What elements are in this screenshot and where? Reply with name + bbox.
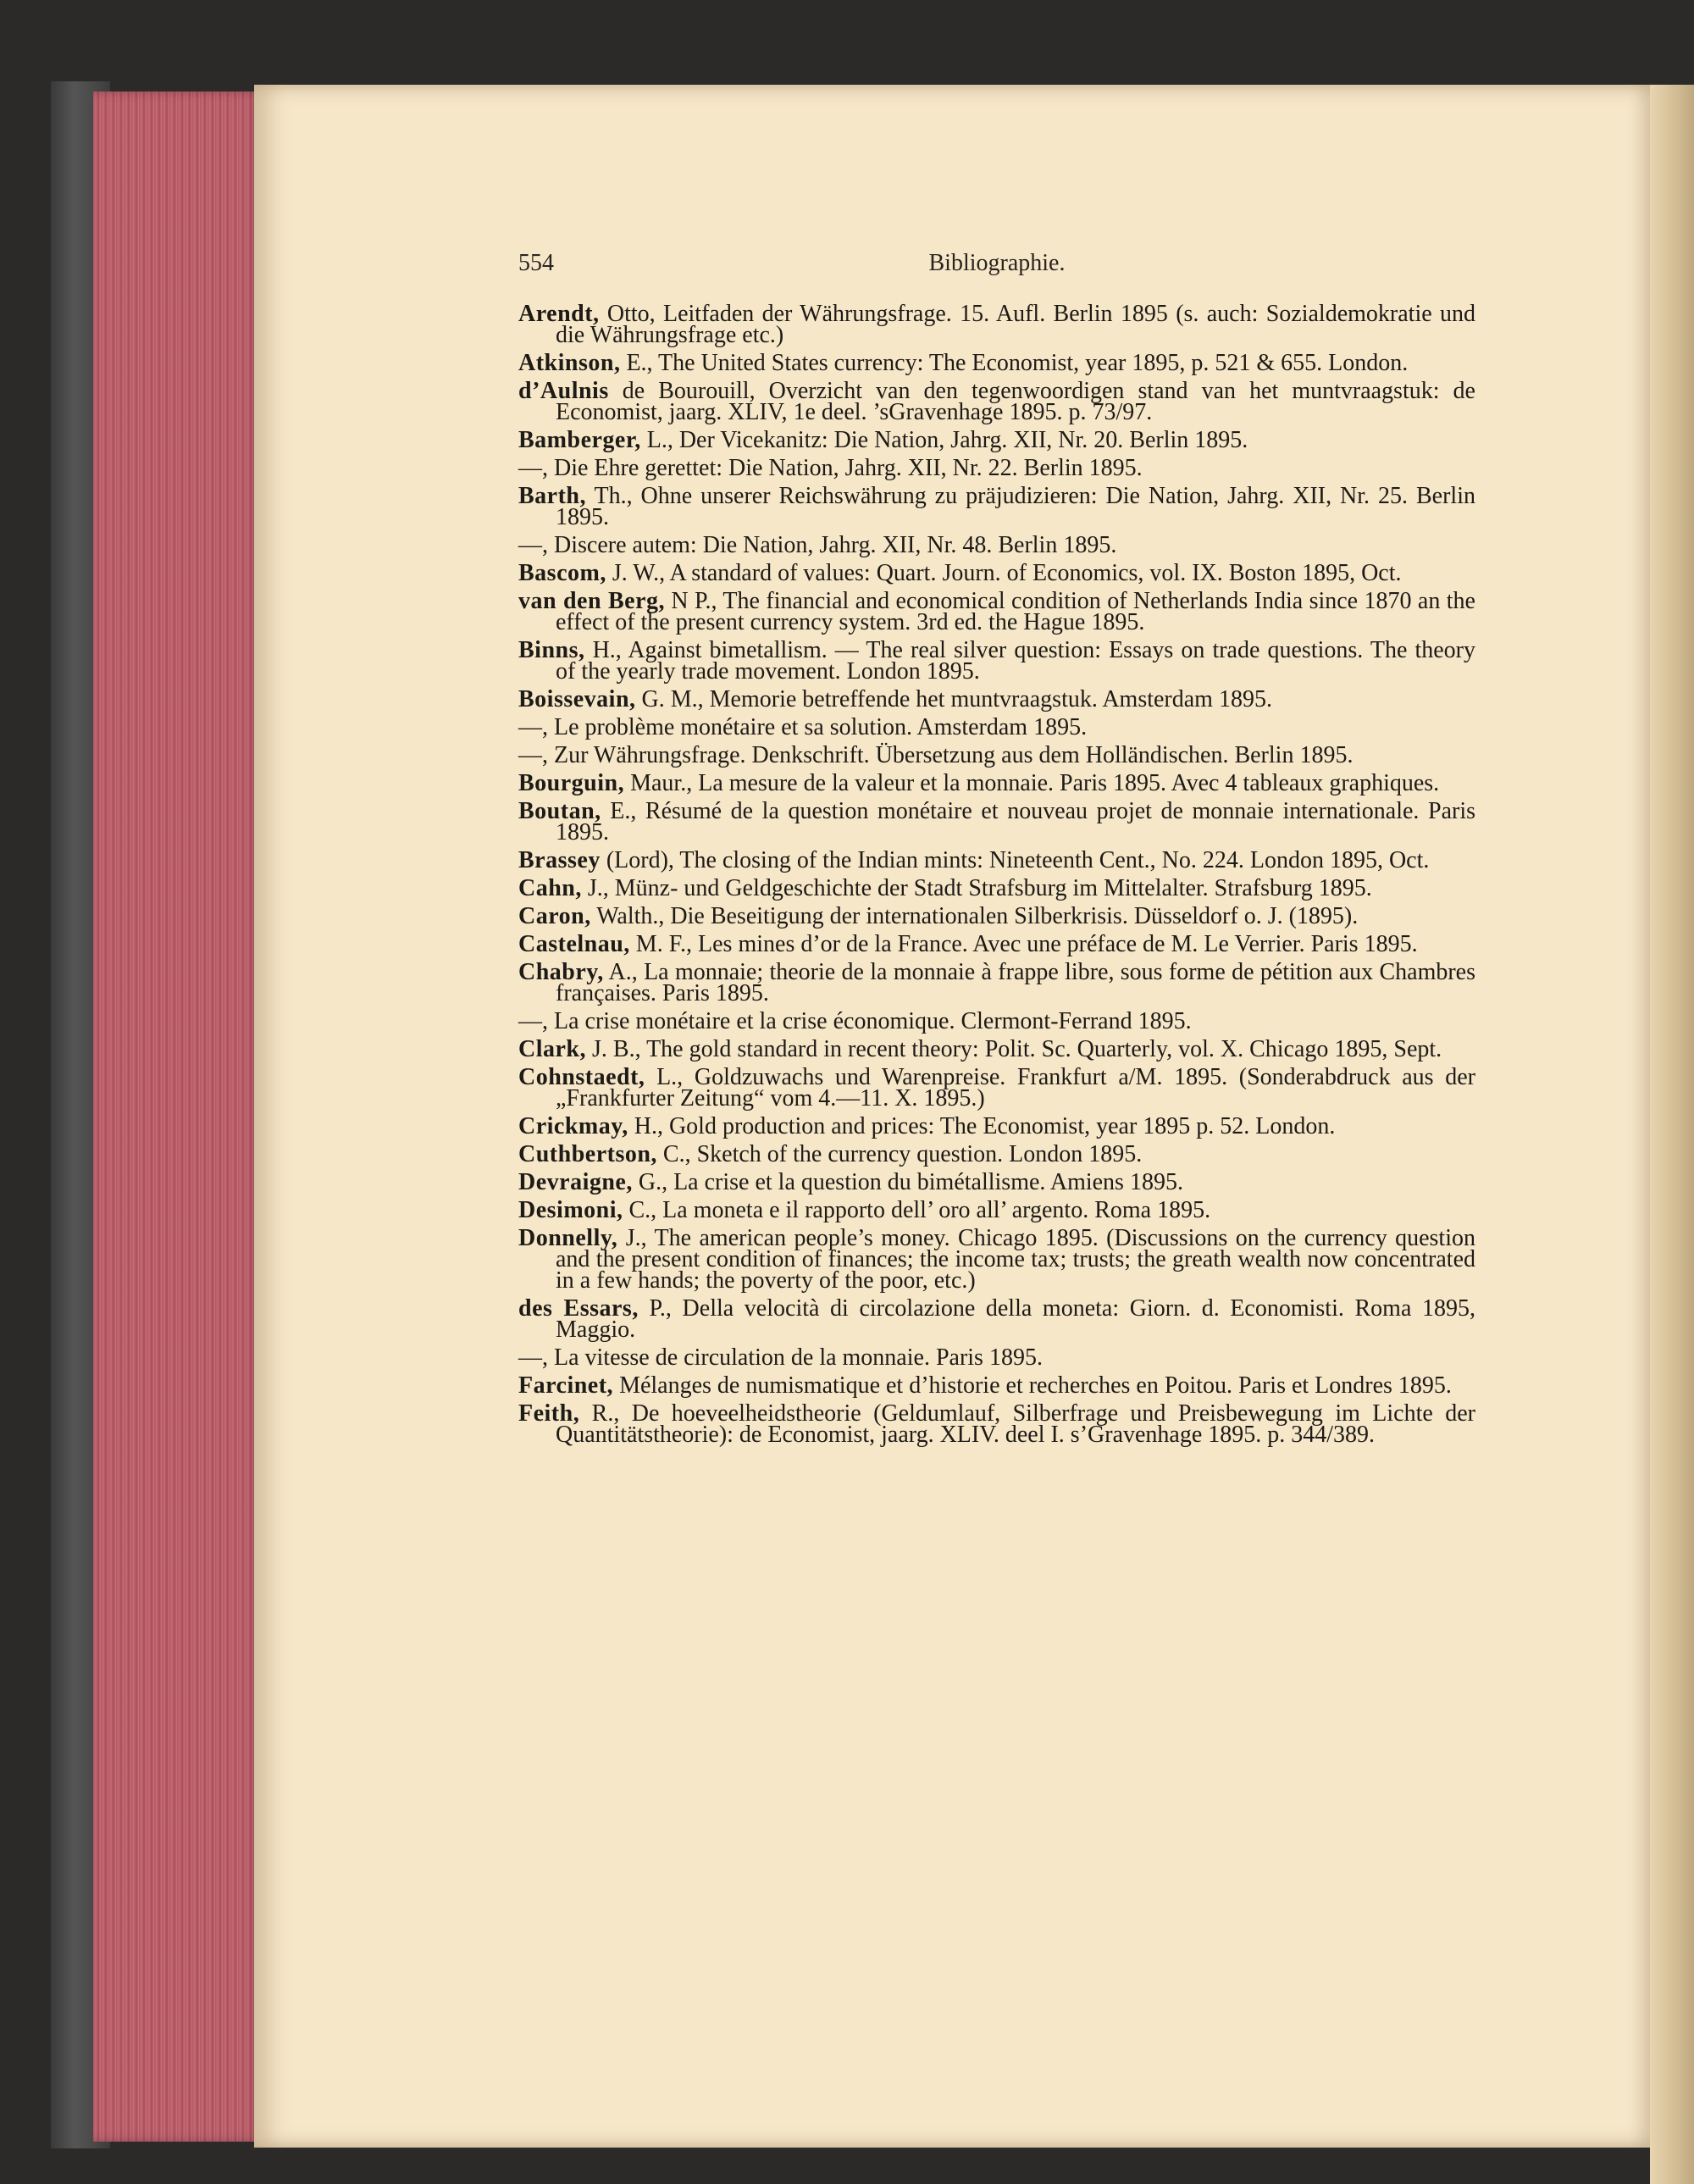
bibliography-entry [518,1372,1475,1399]
entry-author: Cuthbertson, [518,1141,657,1167]
entry-author: Farcinet, [518,1372,614,1399]
bibliography-entry [518,1141,1475,1167]
entry-text: Mélanges de numismatique et d’historie et recherches en Poitou. Paris et Londres 1895. [613,1372,1452,1399]
bibliography-entry [518,875,1475,901]
bibliography-entry [518,1400,1475,1448]
entry-author: Chabry, [518,959,604,985]
entry-text: —, Die Ehre gerettet: Die Nation, Jahrg. XII, Nr. 22. Berlin 1895. [518,455,1143,481]
bibliography-entry [518,1225,1475,1294]
entry-text: A., La monnaie; theorie de la monnaie à frappe libre, sous forme de pétition aux Chambres françaises. Paris 1895. [556,959,1475,1006]
entry-author: Caron, [518,903,591,929]
bibliography-list [518,303,1475,1452]
entry-text: M. F., Les mines d’or de la France. Avec une préface de M. Le Verrier. Paris 1895. [629,931,1418,957]
entry-author: Boutan, [518,798,601,824]
entry-text: E., The United States currency: The Economist, year 1895, p. 521 & 655. London. [620,350,1409,376]
entry-author: Arendt, [518,301,600,327]
entry-text: G. M., Memorie betreffende het muntvraagstuk. Amsterdam 1895. [635,686,1272,712]
entry-text: G., La crise et la question du bimétallisme. Amiens 1895. [632,1169,1183,1195]
entry-text: J., The american people’s money. Chicago 1895. (Discussions on the currency question and the present condition of finances; the income tax; trusts; the greath wealth now concentrated in a few hands; the poverty of the poor, etc.) [556,1225,1475,1294]
bibliography-entry [518,1295,1475,1343]
entry-text: Maur., La mesure de la valeur et la monnaie. Paris 1895. Avec 4 tableaux graphiques. [624,770,1440,796]
running-head: Bibliographie. [928,250,1066,276]
entry-text: N P., The financial and economical condition of Netherlands India since 1870 an the effect of the present currency system. 3rd ed. the Hague 1895. [556,588,1475,635]
bibliography-entry [518,590,1475,633]
entry-author: Atkinson, [518,350,621,376]
bibliography-entry [518,1113,1475,1139]
bibliography-entry [518,485,1475,528]
entry-text: —, La vitesse de circulation de la monnaie. Paris 1895. [518,1344,1043,1371]
entry-text: P., Della velocità di circolazione della moneta: Giorn. d. Economisti. Roma 1895, Maggio. [556,1295,1475,1343]
bibliography-entry [518,798,1475,845]
entry-author: Clark, [518,1036,586,1062]
entry-text: J., Münz- und Geldgeschichte der Stadt Strafsburg im Mittelalter. Strafsburg 1895. [581,875,1372,901]
bibliography-entry [518,714,1475,740]
bibliography-entry [518,686,1475,712]
entry-author: Cahn, [518,875,582,901]
bibliography-entry [518,959,1475,1006]
entry-author: Crickmay, [518,1113,628,1139]
entry-author: van den Berg, [518,588,665,614]
page-edges [93,91,263,2142]
entry-text: Otto, Leitfaden der Währungsfrage. 15. Aufl. Berlin 1895 (s. auch: Sozialdemokratie und die Währungsfrage etc.) [556,301,1475,348]
entry-text: L., Goldzuwachs und Warenpreise. Frankfurt a/M. 1895. (Sonderabdruck aus der „Frankfurter Zeitung“ vom 4.—11. X. 1895.) [556,1064,1475,1111]
entry-author: Boissevain, [518,686,636,712]
bibliography-entry [518,1008,1475,1034]
entry-text: R., De hoeveelheidstheorie (Geldumlauf, Silberfrage und Preisbewegung im Lichte der Quantitätstheorie): de Economist, jaarg. XLIV. deel I. s’Gravenhage 1895. p. 344/389. [556,1400,1475,1448]
bibliography-entry [518,1064,1475,1111]
bibliography-entry [518,1169,1475,1195]
bibliography-entry [518,637,1475,685]
entry-author: Feith, [518,1400,580,1427]
bibliography-entry [518,560,1475,586]
entry-text: H., Against bimetallism. — The real silver question: Essays on trade questions. The theory of the yearly trade movement. London 1895. [556,637,1475,685]
entry-text: —, La crise monétaire et la crise économique. Clermont-Ferrand 1895. [518,1008,1192,1034]
bibliography-entry [518,380,1475,423]
entry-author: Castelnau, [518,931,630,957]
entry-text: Walth., Die Beseitigung der internationalen Silberkrisis. Düsseldorf o. J. (1895). [590,903,1359,929]
page-right-edge [1650,85,1694,2184]
entry-text: L., Der Vicekanitz: Die Nation, Jahrg. XII, Nr. 20. Berlin 1895. [640,427,1248,453]
entry-author: Bamberger, [518,427,641,453]
entry-author: Donnelly, [518,1225,618,1251]
entry-text: —, Discere autem: Die Nation, Jahrg. XII, Nr. 48. Berlin 1895. [518,532,1117,558]
entry-text: J. W., A standard of values: Quart. Journ. of Economics, vol. IX. Boston 1895, Oct. [606,560,1402,586]
entry-text: de Bourouill, Overzicht van den tegenwoordigen stand van het muntvraagstuk: de Economist, jaarg. XLIV, 1e deel. ’sGravenhage 1895. p. 73/97. [556,378,1475,425]
entry-author: Devraigne, [518,1169,633,1195]
entry-text: —, Zur Währungsfrage. Denkschrift. Übersetzung aus dem Holländischen. Berlin 1895. [518,742,1354,768]
bibliography-entry [518,742,1475,768]
bibliography-entry [518,352,1475,374]
entry-text: C., Sketch of the currency question. London 1895. [656,1141,1143,1167]
entry-author: Cohnstaedt, [518,1064,645,1090]
entry-author: des Essars, [518,1295,639,1322]
entry-text: (Lord), The closing of the Indian mints: Nineteenth Cent., No. 224. London 1895, Oct. [600,847,1430,873]
entry-author: Binns, [518,637,585,663]
entry-text: —, Le problème monétaire et sa solution. Amsterdam 1895. [518,714,1088,740]
entry-text: E., Résumé de la question monétaire et nouveau projet de monnaie internationale. Paris 1895. [556,798,1475,845]
bibliography-entry [518,931,1475,957]
entry-author: Bourguin, [518,770,625,796]
entry-text: Th., Ohne unserer Reichswährung zu präjudizieren: Die Nation, Jahrg. XII, Nr. 25. Berlin 1895. [556,483,1475,530]
bibliography-entry [518,1344,1475,1371]
bibliography-entry [518,770,1475,796]
bibliography-entry [518,303,1475,346]
entry-author: Bascom, [518,560,606,586]
entry-author: Brassey [518,847,601,873]
bibliography-entry [518,903,1475,929]
bibliography-entry [518,532,1475,558]
entry-author: d’Aulnis [518,378,609,404]
entry-text: H., Gold production and prices: The Economist, year 1895 p. 52. London. [628,1113,1336,1139]
bibliography-entry [518,427,1475,453]
bibliography-entry [518,847,1475,873]
entry-author: Desimoni, [518,1197,623,1223]
page-header [518,250,1475,284]
bibliography-entry [518,457,1475,479]
entry-text: C., La moneta e il rapporto dell’ oro all’ argento. Roma 1895. [623,1197,1211,1223]
page-number: 554 [518,250,554,276]
entry-author: Barth, [518,483,586,509]
bibliography-entry [518,1197,1475,1223]
entry-text: J. B., The gold standard in recent theory: Polit. Sc. Quarterly, vol. X. Chicago 1895, Sept. [586,1036,1442,1062]
bibliography-entry [518,1036,1475,1062]
